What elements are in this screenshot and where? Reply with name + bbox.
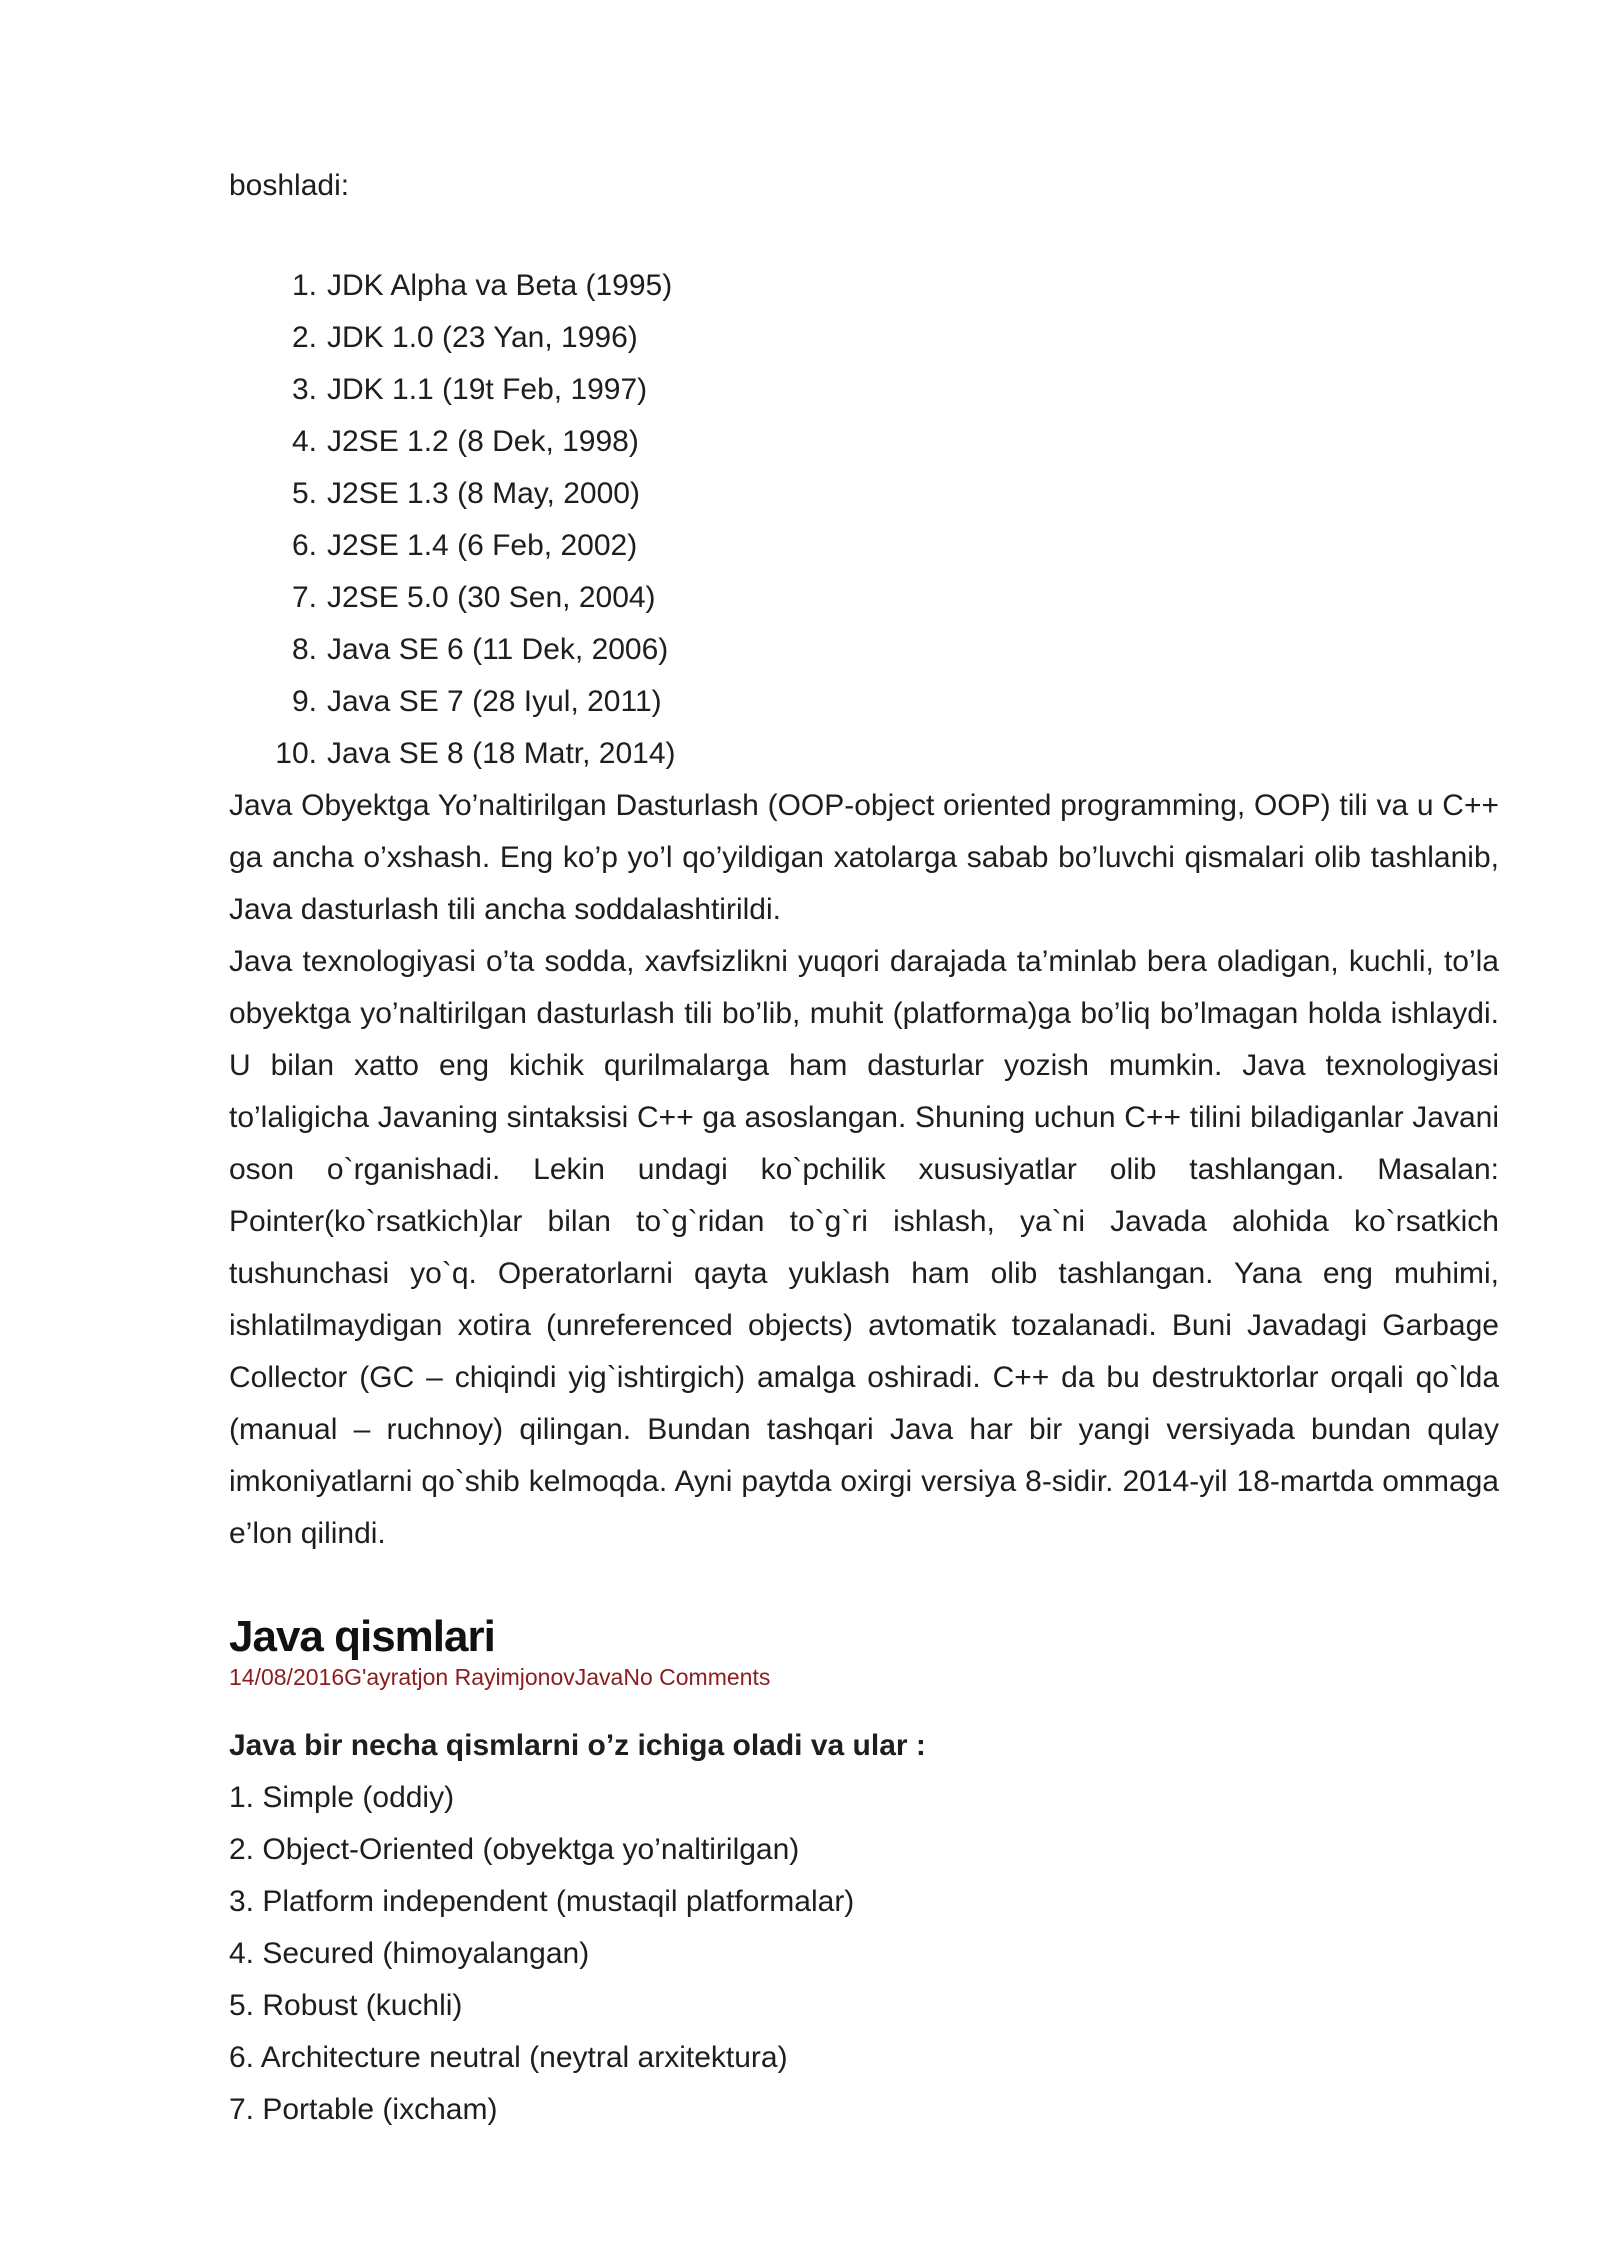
list-item <box>229 624 1499 676</box>
list-text: J2SE 1.2 (8 Dek, 1998) <box>327 425 639 458</box>
list-text: JDK Alpha va Beta (1995) <box>327 269 673 302</box>
list-text: J2SE 1.3 (8 May, 2000) <box>327 477 640 510</box>
document-page <box>229 160 1499 2136</box>
list-item: 1. Simple (oddiy) <box>229 1781 455 1814</box>
list-text: Java SE 8 (18 Matr, 2014) <box>327 737 676 770</box>
section-title: Java qismlari <box>229 1612 495 1661</box>
list-number: 8. <box>291 633 317 666</box>
list-item <box>229 676 1499 728</box>
paragraph-oop: Java Obyektga Yo’naltirilgan Dasturlash (OOP-object oriented programming, OOP) tili va u C++ ga ancha o’xshash. Eng ko’p yo’l qo’yildigan xatolarga sabab bo’luvchi qismalari olib tashlanib, Java dasturlash tili ancha soddalashtirildi. <box>229 789 1499 926</box>
list-number: 1. <box>291 269 317 302</box>
feature-list <box>229 1772 1499 2136</box>
list-number: 4. <box>291 425 317 458</box>
list-text: JDK 1.0 (23 Yan, 1996) <box>327 321 638 354</box>
list-text: JDK 1.1 (19t Feb, 1997) <box>327 373 648 406</box>
list-item <box>229 728 1499 780</box>
list-number: 3. <box>291 373 317 406</box>
list-item <box>229 468 1499 520</box>
paragraph-technology: Java texnologiyasi o’ta sodda, xavfsizlikni yuqori darajada ta’minlab bera oladigan, kuchli, to’la obyektga yo’naltirilgan dasturlash tili bo’lib, muhit (platforma)ga bo’liq bo’lmagan holda ishlaydi. U bilan xatto eng kichik qurilmalarga ham dasturlar yozish mumkin. Java texnologiyasi to’laligicha Javaning sintaksisi C++ ga asoslangan. Shuning uchun C++ tilini biladiganlar Javani oson o`rganishadi. Lekin undagi ko`pchilik xususiyatlar olib tashlangan. Masalan: Pointer(ko`rsatkich)lar bilan to`g`ridan to`g`ri ishlash, ya`ni Javada alohida ko`rsatkich tushunchasi yo`q. Operatorlarni qayta yuklash ham olib tashlangan. Yana eng muhimi, ishlatilmaydigan xotira (unreferenced objects) avtomatik tozalanadi. Buni Javadagi Garbage Collector (GC – chiqindi yig`ishtirgich) amalga oshiradi. C++ da bu destruktorlar orqali qo`lda (manual – ruchnoy) qilingan. Bundan tashqari Java har bir yangi versiyada bundan qulay imkoniyatlarni qo`shib kelmoqda. Ayni paytda oxirgi versiya 8-sidir. 2014-yil 18-martda ommaga e’lon qilindi. <box>229 945 1499 1550</box>
list-item: 7. Portable (ixcham) <box>229 2093 498 2126</box>
list-number: 7. <box>291 581 317 614</box>
list-item: 5. Robust (kuchli) <box>229 1989 463 2022</box>
list-text: Java SE 6 (11 Dek, 2006) <box>327 633 669 666</box>
list-text: J2SE 5.0 (30 Sen, 2004) <box>327 581 656 614</box>
section-intro: Java bir necha qismlarni o’z ichiga oladi va ular : <box>229 1729 926 1762</box>
list-text: J2SE 1.4 (6 Feb, 2002) <box>327 529 638 562</box>
version-list <box>229 260 1499 780</box>
list-item: 6. Architecture neutral (neytral arxitektura) <box>229 2041 788 2074</box>
post-meta: 14/08/2016G'ayratjon RayimjonovJavaNo Comments <box>229 1664 771 1690</box>
list-item: 4. Secured (himoyalangan) <box>229 1937 590 1970</box>
lead-text: boshladi: <box>229 169 350 202</box>
list-item: 2. Object-Oriented (obyektga yo’naltirilgan) <box>229 1833 800 1866</box>
list-item <box>229 416 1499 468</box>
list-text: Java SE 7 (28 Iyul, 2011) <box>327 685 662 718</box>
list-item <box>229 364 1499 416</box>
list-item <box>229 260 1499 312</box>
list-number: 6. <box>291 529 317 562</box>
list-number: 2. <box>291 321 317 354</box>
list-number: 9. <box>291 685 317 718</box>
list-item <box>229 572 1499 624</box>
list-item <box>229 312 1499 364</box>
list-item <box>229 520 1499 572</box>
list-number: 5. <box>291 477 317 510</box>
list-item: 3. Platform independent (mustaqil platformalar) <box>229 1885 855 1918</box>
list-number: 10. <box>275 737 317 770</box>
